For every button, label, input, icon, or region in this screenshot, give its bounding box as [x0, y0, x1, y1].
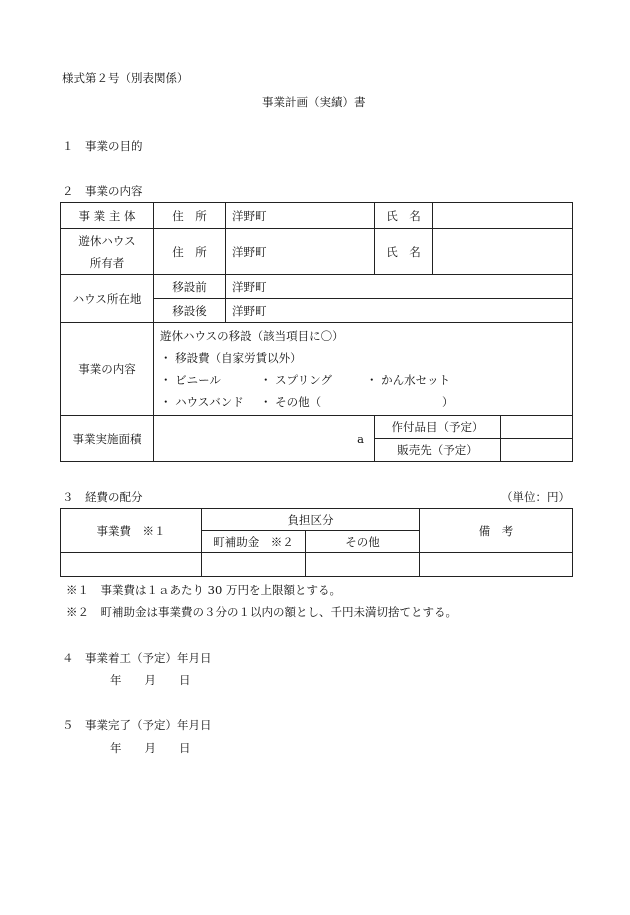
completion-date[interactable]: 年 月 日: [110, 741, 191, 755]
town-subsidy-value[interactable]: [202, 553, 306, 577]
page-title: 事業計画（実績）書: [262, 95, 366, 109]
start-date[interactable]: 年 月 日: [110, 673, 191, 687]
table-row: [61, 553, 573, 577]
project-cost-value[interactable]: [61, 553, 202, 577]
operator-label: 事 業 主 体: [61, 203, 154, 229]
expense-table: [60, 508, 573, 577]
content-item-spring[interactable]: ・ スプリング: [260, 373, 332, 387]
burden-header: 負担区分: [202, 509, 420, 531]
remarks-header: 備 考: [420, 509, 573, 553]
sales-cell: [375, 439, 573, 462]
content-item-irrigation-set[interactable]: ・ かん水セット: [366, 373, 451, 387]
content-row-other: [160, 391, 566, 413]
after-move-value[interactable]: 洋野町: [226, 299, 573, 323]
project-cost-header: 事業費 ※１: [61, 509, 202, 553]
after-move-label: 移設後: [154, 299, 226, 323]
section2-heading: ２ 事業の内容: [62, 184, 143, 198]
section3-heading: ３ 経費の配分: [62, 490, 143, 504]
before-move-label: 移設前: [154, 275, 226, 299]
owner-label-line2: 所有者: [89, 255, 125, 270]
owner-name-value[interactable]: [433, 229, 573, 275]
town-subsidy-header: 町補助金 ※２: [202, 531, 306, 553]
operator-name-label: 氏 名: [375, 203, 433, 229]
content-item-house-band[interactable]: ・ ハウスバンド: [160, 395, 244, 409]
crop-cell: [375, 416, 573, 439]
table-row: [61, 229, 573, 275]
operator-address-value[interactable]: 洋野町: [226, 203, 375, 229]
owner-address-value[interactable]: 洋野町: [226, 229, 375, 275]
table-row: [61, 275, 573, 299]
operator-address-label: 住 所: [154, 203, 226, 229]
section4-heading: ４ 事業着工（予定）年月日: [62, 651, 212, 665]
crop-label: 作付品目（予定）: [375, 416, 501, 438]
note-1: ※１ 事業費は１ａあたり 30 万円を上限額とする。: [66, 583, 341, 597]
area-label: 事業実施面積: [61, 416, 154, 462]
unit-label: （単位：円）: [501, 490, 570, 504]
table-row: [61, 416, 573, 439]
sales-label: 販売先（予定）: [375, 439, 501, 461]
table-row: [61, 509, 573, 531]
content-intro: 遊休ハウスの移設（該当項目に〇）: [160, 329, 344, 343]
section1-heading: １ 事業の目的: [62, 139, 143, 153]
area-unit: a: [357, 431, 364, 446]
area-value[interactable]: [154, 416, 375, 462]
owner-label-line1: 遊休ハウス: [78, 233, 136, 248]
remarks-value[interactable]: [420, 553, 573, 577]
content-item-moving-cost[interactable]: ・ 移設費（自家労賃以外）: [160, 351, 302, 365]
form-number: 様式第２号（別表関係）: [62, 71, 189, 85]
content-label: 事業の内容: [61, 323, 154, 416]
other-value[interactable]: [306, 553, 420, 577]
owner-name-label: 氏 名: [375, 229, 433, 275]
other-header: その他: [306, 531, 420, 553]
operator-name-value[interactable]: [433, 203, 573, 229]
content-row-materials: [160, 369, 566, 391]
content-cell: [154, 323, 573, 416]
note-2: ※２ 町補助金は事業費の３分の１以内の額とし、千円未満切捨てとする。: [66, 605, 457, 619]
owner-address-label: 住 所: [154, 229, 226, 275]
before-move-value[interactable]: 洋野町: [226, 275, 573, 299]
location-label: ハウス所在地: [61, 275, 154, 323]
owner-label: [61, 229, 154, 275]
project-content-table: [60, 202, 573, 462]
table-row: [61, 203, 573, 229]
section5-heading: ５ 事業完了（予定）年月日: [62, 718, 212, 732]
table-row: [61, 323, 573, 416]
content-item-vinyl[interactable]: ・ ビニール: [160, 373, 221, 387]
content-item-other[interactable]: ・ その他（: [260, 395, 322, 409]
content-item-other-close: ）: [442, 395, 454, 409]
